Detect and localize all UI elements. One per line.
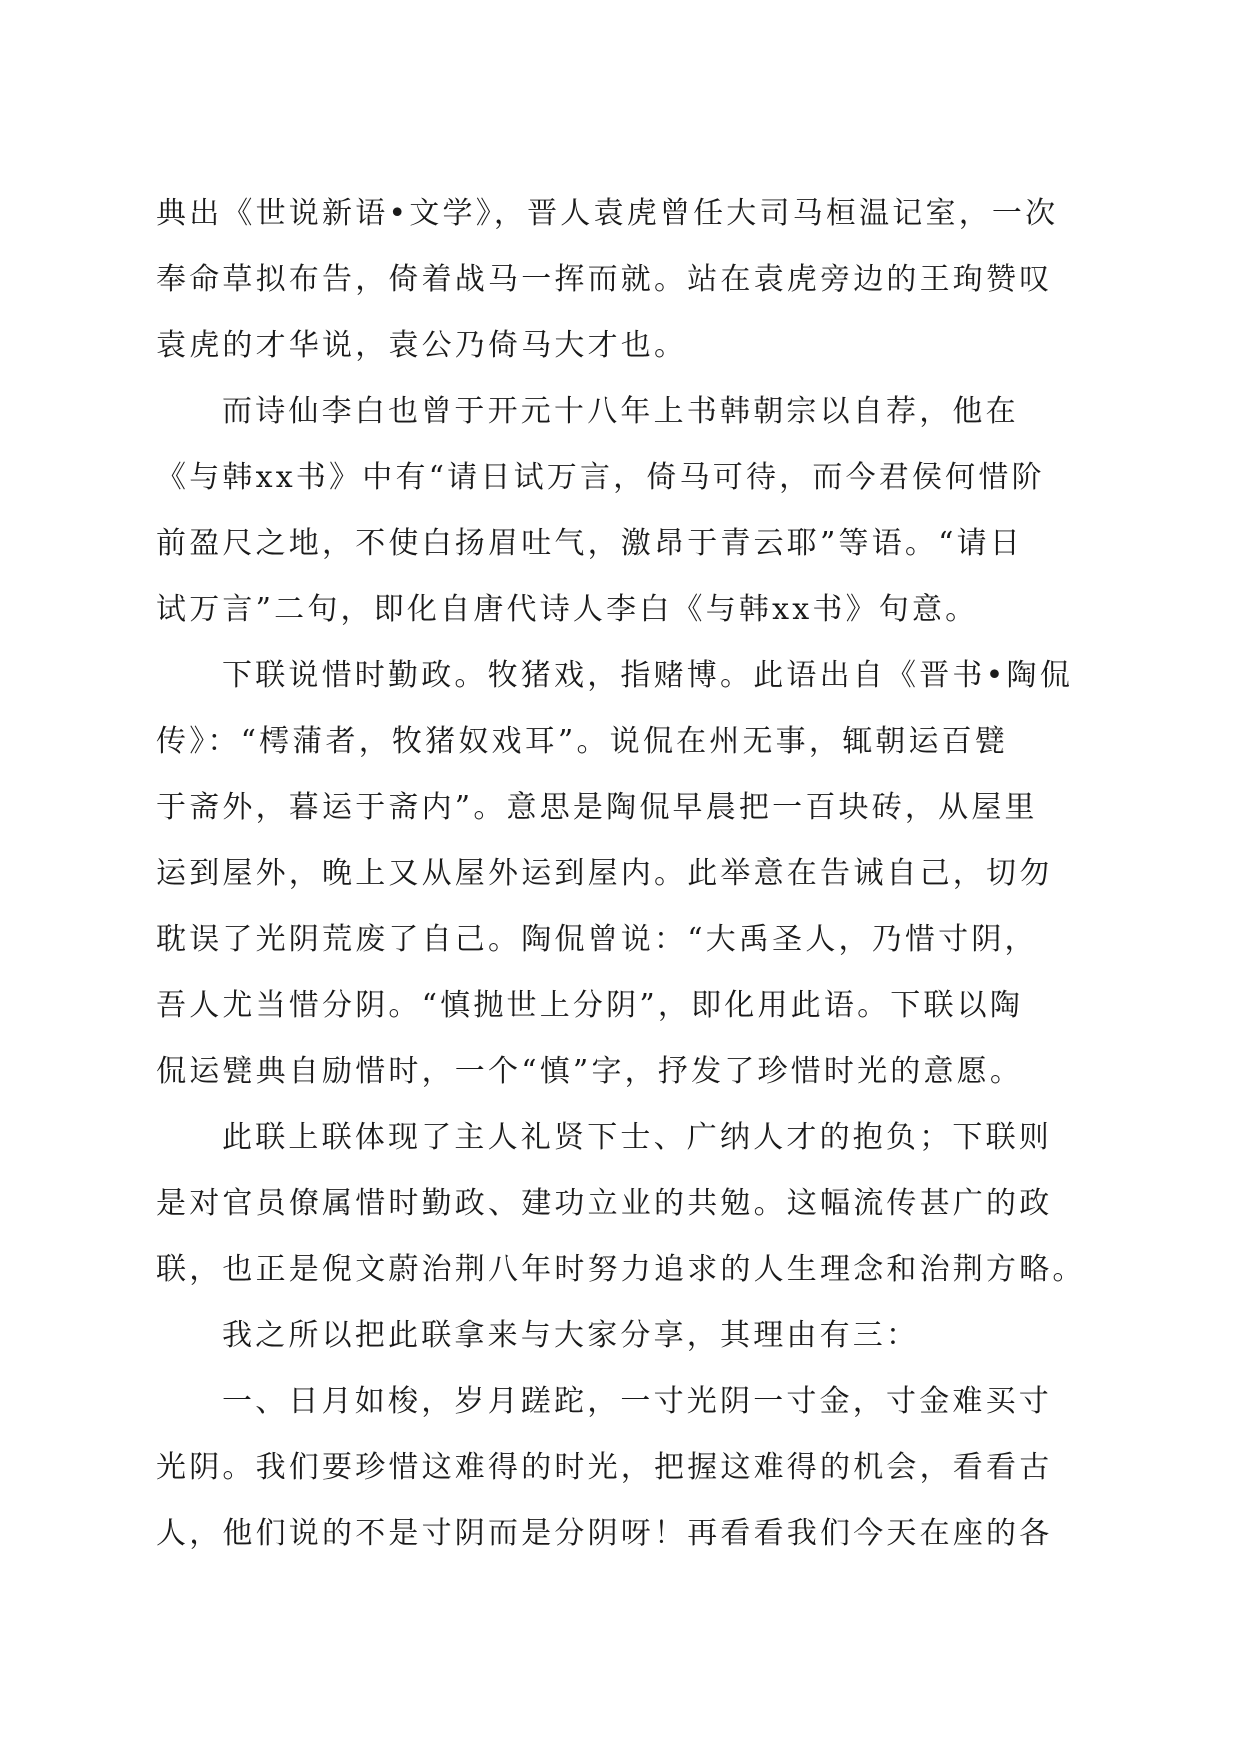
paragraph-first-line: 而诗仙李白也曾于开元十八年上书韩朝宗以自荐，他在 <box>222 394 1019 429</box>
text-line: 前盈尺之地，不使白扬眉吐气，激昂于青云耶”等语。“请日 <box>156 526 1024 561</box>
text-line: 试万言”二句，即化自唐代诗人李白《与韩xx书》句意。 <box>156 592 979 627</box>
document-body <box>156 181 1086 1567</box>
text-line: 吾人尤当惜分阴。“慎抛世上分阴”，即化用此语。下联以陶 <box>156 988 1024 1023</box>
text-line: 《与韩xx书》中有“请日试万言，倚马可待，而今君侯何惜阶 <box>156 460 1045 495</box>
text-line: 联，也正是倪文蔚治荆八年时努力追求的人生理念和治荆方略。 <box>156 1252 1086 1287</box>
text-line: 袁虎的才华说，袁公乃倚马大才也。 <box>156 328 688 363</box>
text-line: 奉命草拟布告，倚着战马一挥而就。站在袁虎旁边的王珣赞叹 <box>156 262 1053 297</box>
text-line: 于斋外，暮运于斋内”。意思是陶侃早晨把一百块砖，从屋里 <box>156 790 1038 825</box>
text-line: 典出《世说新语•文学》，晋人袁虎曾任大司马桓温记室，一次 <box>156 196 1059 231</box>
text-line: 光阴。我们要珍惜这难得的时光，把握这难得的机会，看看古 <box>156 1450 1053 1485</box>
paragraph-first-line: 下联说惜时勤政。牧猪戏，指赌博。此语出自《晋书•陶侃 <box>222 658 1073 693</box>
paragraph-first-line: 一、日月如梭，岁月蹉跎，一寸光阴一寸金，寸金难买寸 <box>222 1384 1052 1419</box>
text-line: 运到屋外，晚上又从屋外运到屋内。此举意在告诫自己，切勿 <box>156 856 1053 891</box>
text-line: 人，他们说的不是寸阴而是分阴呀！再看看我们今天在座的各 <box>156 1516 1053 1551</box>
text-line: 耽误了光阴荒废了自己。陶侃曾说：“大禹圣人，乃惜寸阴， <box>156 922 1038 957</box>
paragraph-first-line: 我之所以把此联拿来与大家分享，其理由有三： <box>222 1318 920 1353</box>
paragraph-first-line: 此联上联体现了主人礼贤下士、广纳人才的抱负；下联则 <box>222 1120 1052 1155</box>
text-line: 是对官员僚属惜时勤政、建功立业的共勉。这幅流传甚广的政 <box>156 1186 1053 1221</box>
text-line: 传》：“樗蒲者，牧猪奴戏耳”。说侃在州无事，辄朝运百甓 <box>156 724 1009 759</box>
text-line: 侃运甓典自励惜时，一个“慎”字，抒发了珍惜时光的意愿。 <box>156 1054 1024 1089</box>
